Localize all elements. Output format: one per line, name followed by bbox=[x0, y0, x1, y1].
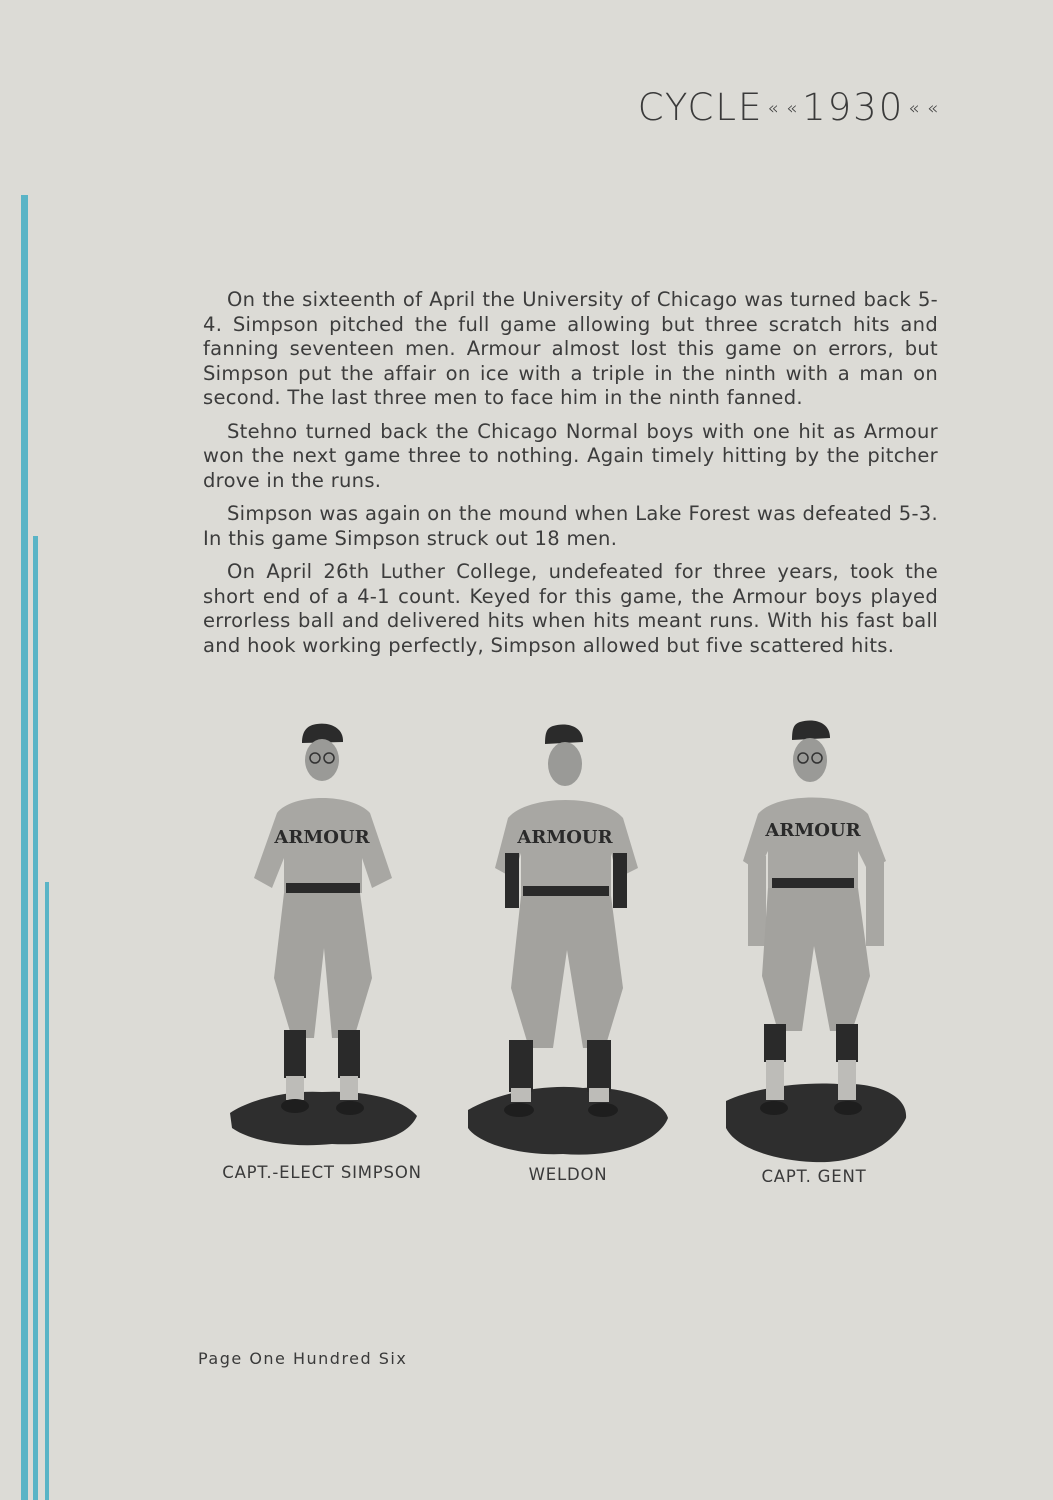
header-chevrons-right: « « bbox=[908, 98, 939, 119]
accent-bar-2 bbox=[33, 536, 38, 1500]
photo-caption: CAPT.-ELECT SIMPSON bbox=[222, 1163, 422, 1182]
article-body bbox=[203, 288, 938, 667]
jersey-lettering: ARMOUR bbox=[517, 827, 613, 848]
photo-caption: CAPT. GENT bbox=[761, 1167, 867, 1186]
jersey-lettering: ARMOUR bbox=[765, 820, 861, 841]
accent-bar-1 bbox=[21, 195, 28, 1500]
header-year: 1930 bbox=[802, 86, 905, 129]
page-header bbox=[638, 86, 943, 129]
paragraph: On the sixteenth of April the University of Chicago was turned back 5-4. Simpson pitched the full game allowing but three scratch hits and fanning seventeen men. Armour almost lost this game on errors, but Simpson put the affair on ice with a triple in the ninth with a man on second. The last three men to face him in the ninth fanned. bbox=[203, 288, 938, 409]
paragraph: Simpson was again on the mound when Lake Forest was defeated 5-3. In this game Simpson struck out 18 men. bbox=[203, 502, 938, 550]
header-title: CYCLE bbox=[637, 86, 764, 129]
paragraph: Stehno turned back the Chicago Normal boys with one hit as Armour won the next game three to nothing. Again timely hitting by the pitcher drove in the runs. bbox=[203, 419, 938, 492]
accent-bar-3 bbox=[45, 882, 49, 1500]
player-photo-gent bbox=[718, 716, 918, 1171]
jersey-lettering: ARMOUR bbox=[274, 827, 370, 848]
page-number: Page One Hundred Six bbox=[198, 1349, 408, 1368]
photo-caption: WELDON bbox=[528, 1165, 608, 1184]
player-photo-simpson bbox=[222, 718, 422, 1168]
player-photo-weldon bbox=[463, 718, 673, 1168]
paragraph: On April 26th Luther College, undefeated for three years, took the short end of a 4-1 count. Keyed for this game, the Armour boys played errorless ball and delivered hits when hits meant runs. With his fast ball and hook working perfectly, Simpson allowed but five scattered hits. bbox=[203, 560, 938, 657]
header-chevrons-left: « « bbox=[767, 98, 799, 119]
